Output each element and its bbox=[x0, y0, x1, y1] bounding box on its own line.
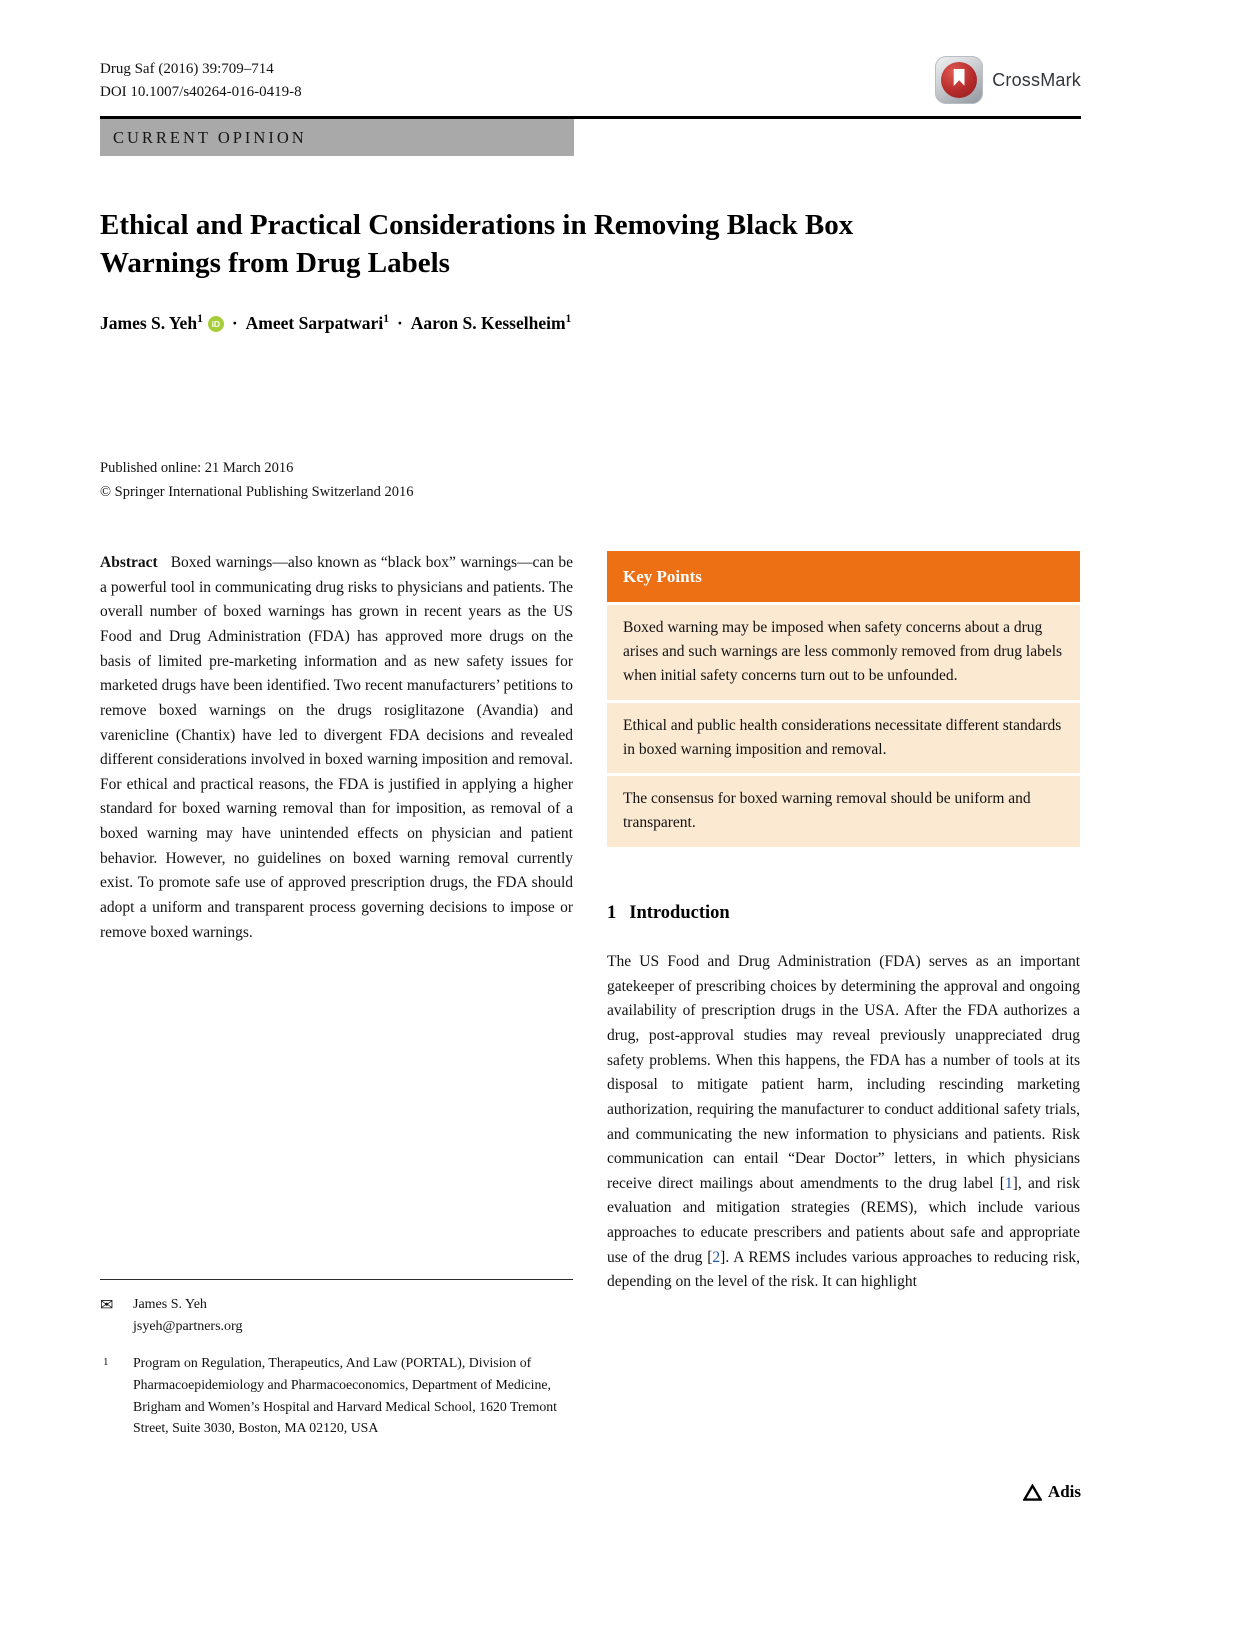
affiliation-text: Program on Regulation, Therapeutics, And Law (PORTAL), Division of Pharmacoepidemiology and Pharmacoeconomics, Department of Medicine, Brigham and Women’s Hospital and Harvard Medical School, 1620 Tremont Street, Suite 3030, Boston, MA 02120, USA bbox=[133, 1355, 557, 1436]
author-2: Ameet Sarpatwari$^1$ bbox=[245, 313, 389, 334]
intro-text-2: ], and risk evaluation and mitigation strategies (REMS), which include various approaches to educate prescribers and patients about safe and appropriate use of the drug [ bbox=[607, 1174, 1080, 1266]
reference-link-1[interactable]: 1 bbox=[1004, 1174, 1013, 1192]
right-column bbox=[607, 551, 1080, 1439]
journal-citation: Drug Saf (2016) 39:709–714 bbox=[100, 61, 274, 77]
abstract-label: Abstract bbox=[100, 554, 158, 572]
publication-info bbox=[100, 457, 1081, 505]
orcid-icon[interactable]: iD bbox=[208, 316, 224, 332]
bookmark-icon bbox=[954, 69, 965, 86]
key-point-2: Ethical and public health considerations necessitate different standards in boxed warning imposition and removal. bbox=[607, 703, 1080, 774]
introduction-paragraph bbox=[607, 950, 1080, 1295]
copyright-line: © Springer International Publishing Switzerland 2016 bbox=[100, 484, 414, 501]
author-line bbox=[100, 313, 1081, 334]
abstract-text: Boxed warnings—also known as “black box” warnings—can be a powerful tool in communicating drug risks to physicians and patients. The overall number of boxed warnings has grown in recent years as the US Food and Drug Administration (FDA) has approved more drugs on the basis of limited pre-marketing information and as new safety issues for marketed drugs have been identified. Two recent manufacturers’ petitions to remove boxed warnings on the drugs rosiglitazone (Avandia) and varenicline (Chantix) have led to divergent FDA decisions and revealed different considerations involved in boxed warning imposition and removal. For ethical and practical reasons, the FDA is justified in applying a higher standard for boxed warning removal than for imposition, as removal of a boxed warning may have unintended effects on physician and patient behavior. However, no guidelines on boxed warning removal currently exist. To promote safe use of approved prescription drugs, the FDA should adopt a uniform and transparent process governing decisions to impose or remove boxed warnings. bbox=[100, 554, 573, 941]
page-header bbox=[100, 58, 1081, 105]
crossmark-circle bbox=[941, 62, 977, 98]
two-column-body bbox=[100, 551, 1081, 1439]
crossmark-badge[interactable] bbox=[935, 56, 1081, 104]
adis-wordmark: Adis bbox=[1047, 1482, 1081, 1501]
correspondence-name: James S. Yeh bbox=[133, 1297, 207, 1313]
correspondence-details bbox=[133, 1294, 242, 1337]
left-column bbox=[100, 551, 573, 1439]
author-1: James S. Yeh$^1$ bbox=[100, 313, 203, 334]
article-title: Ethical and Practical Considerations in Removing Black Box Warnings from Drug Labels bbox=[100, 208, 854, 280]
intro-text-3: ]. A REMS includes various approaches to reducing risk, depending on the level of the risk. It can highlight bbox=[607, 1248, 1080, 1291]
doi: DOI 10.1007/s40264-016-0419-8 bbox=[100, 84, 302, 101]
published-online: Published online: 21 March 2016 bbox=[100, 460, 294, 477]
author-separator: · bbox=[231, 313, 238, 334]
correspondence bbox=[100, 1294, 573, 1337]
correspondence-email[interactable]: jsyeh@partners.org bbox=[133, 1318, 243, 1334]
affiliation bbox=[100, 1352, 573, 1439]
crossmark-icon bbox=[935, 56, 983, 104]
crossmark-label: CrossMark bbox=[992, 69, 1081, 90]
section-number: 1 bbox=[607, 903, 617, 924]
intro-text-1: The US Food and Drug Administration (FDA) serves as an important gatekeeper of prescribing choices by determining the approval and ongoing availability of prescription drugs in the USA. After the FDA authorizes a drug, post-approval studies may reveal previously unappreciated drug safety problems. When this happens, the FDA has a number of tools at its disposal to mitigate patient harm, including rescinding marketing authorization, requiring the manufacturer to conduct additional safety trials, and communicating the new information to physicians and patients. Risk communication can entail “Dear Doctor” letters, in which physicians receive direct mailings about amendments to the drug label [ bbox=[607, 953, 1080, 1192]
adis-triangle-icon bbox=[1023, 1484, 1042, 1501]
key-point-1: Boxed warning may be imposed when safety concerns about a drug arises and such warnings are less commonly removed from drug labels when initial safety concerns turn out to be unfounded. bbox=[607, 605, 1080, 700]
reference-link-2[interactable]: 2 bbox=[712, 1248, 721, 1266]
abstract bbox=[100, 551, 573, 945]
key-point-3: The consensus for boxed warning removal should be uniform and transparent. bbox=[607, 776, 1080, 847]
section-title: Introduction bbox=[629, 903, 730, 924]
affiliation-number: 1 bbox=[103, 1356, 109, 1369]
envelope-icon: ✉ bbox=[100, 1297, 114, 1315]
author-3: Aaron S. Kesselheim$^1$ bbox=[410, 313, 572, 334]
citation-block bbox=[100, 58, 302, 105]
section-heading-introduction bbox=[607, 903, 1080, 924]
adis-logo bbox=[1023, 1482, 1081, 1502]
key-points-box bbox=[607, 551, 1080, 847]
author-separator: · bbox=[396, 313, 403, 334]
key-points-title: Key Points bbox=[607, 551, 1080, 602]
article-category-banner: CURRENT OPINION bbox=[100, 119, 574, 156]
footnote-block bbox=[100, 1279, 573, 1439]
